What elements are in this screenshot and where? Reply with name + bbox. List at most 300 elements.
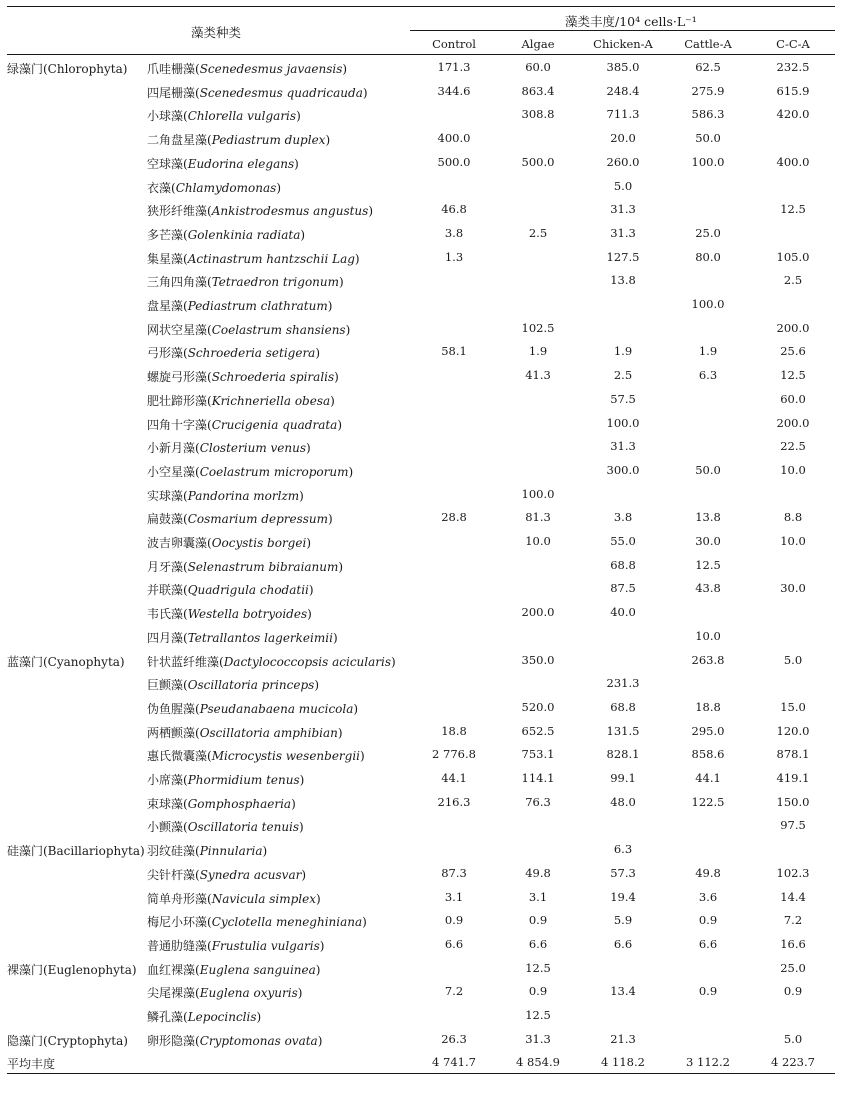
value-cell: 16.6 — [780, 936, 806, 951]
species-latin-name: Oscillatoria princeps — [187, 678, 315, 693]
value-cell: 232.5 — [776, 60, 810, 74]
value-cell: 828.1 — [606, 747, 640, 762]
table-row — [7, 269, 835, 293]
species-latin-name: Ankistrodesmus angustus — [211, 204, 369, 219]
value-cell: 68.8 — [610, 699, 636, 714]
species-latin-name: Actinastrum hantzschii Lag — [187, 251, 355, 266]
species-close-paren: ) — [337, 725, 343, 740]
value-cell: 500.0 — [521, 154, 555, 169]
value-cell: 13.4 — [610, 984, 636, 999]
species-chinese-name: 并联藻( — [147, 583, 188, 598]
value-cell: 15.0 — [780, 699, 806, 714]
species-cell — [147, 202, 373, 219]
species-close-paren: ) — [297, 986, 303, 1001]
table-row — [7, 412, 835, 436]
species-cell — [147, 629, 338, 646]
value-cell: 127.5 — [606, 249, 640, 264]
value-cell: 87.5 — [610, 581, 636, 596]
table-row — [7, 980, 835, 1004]
species-close-paren: ) — [338, 559, 344, 574]
value-cell: 615.9 — [776, 83, 810, 98]
phylum-cell: 平均丰度 — [7, 1057, 56, 1072]
table-row — [7, 672, 835, 696]
value-cell: 60.0 — [525, 60, 551, 74]
phylum-cell: 硅藻门(Bacillariophyta) — [7, 844, 145, 859]
species-chinese-name: 束球藻( — [147, 796, 188, 811]
species-latin-name: Closterium venus — [199, 441, 307, 456]
value-cell: 248.4 — [606, 83, 640, 98]
species-chinese-name: 鳞孔藻( — [147, 1010, 188, 1024]
bottom-rule — [7, 1073, 835, 1074]
value-cell: 3.1 — [444, 889, 464, 904]
species-chinese-name: 狭形纤维藻( — [147, 204, 212, 219]
species-close-paren: ) — [299, 773, 305, 787]
value-cell: 2.5 — [613, 368, 633, 383]
value-cell: 3 112.2 — [686, 1055, 730, 1070]
species-latin-name: Euglena oxyuris — [199, 986, 298, 1001]
abundance-header: 藻类丰度/10⁴ cells·L⁻¹ — [565, 14, 697, 29]
table-row — [7, 459, 835, 483]
species-close-paren: ) — [337, 417, 343, 432]
species-close-paren: ) — [256, 1010, 262, 1024]
value-cell: 30.0 — [695, 534, 721, 548]
value-cell: 57.5 — [610, 391, 636, 406]
species-cell — [147, 700, 358, 717]
species-close-paren: ) — [342, 62, 348, 76]
species-close-paren: ) — [368, 204, 374, 219]
value-cell: 105.0 — [776, 249, 810, 264]
species-chinese-name: 伪鱼腥藻( — [147, 701, 200, 716]
table-row — [7, 1028, 835, 1052]
table-row — [7, 886, 835, 910]
value-cell: 100.0 — [606, 415, 640, 430]
species-close-paren: ) — [300, 227, 306, 242]
value-cell: 6.3 — [698, 368, 718, 383]
species-cell — [147, 84, 368, 101]
species-close-paren: ) — [306, 536, 311, 550]
species-latin-name: Scenedesmus quadricauda — [199, 85, 363, 100]
table-row — [7, 791, 835, 815]
species-chinese-name: 尖尾裸藻( — [147, 986, 200, 1001]
value-cell: 44.1 — [695, 771, 721, 785]
species-chinese-name: 月牙藻( — [147, 559, 188, 574]
col-algae: Algae — [521, 37, 555, 51]
species-cell — [147, 510, 333, 527]
table-row — [7, 56, 835, 80]
species-chinese-name: 二角盘星藻( — [147, 133, 212, 148]
value-cell: 44.1 — [441, 771, 467, 785]
species-cell — [147, 155, 299, 172]
phylum-cell: 裸藻门(Euglenophyta) — [7, 962, 137, 977]
table-row — [7, 909, 835, 933]
species-latin-name: Tetraedron trigonum — [211, 275, 339, 290]
value-cell: 295.0 — [691, 723, 725, 738]
value-cell: 41.3 — [525, 368, 551, 383]
value-cell: 5.9 — [613, 913, 633, 928]
value-cell: 10.0 — [780, 534, 806, 548]
value-cell: 275.9 — [691, 83, 725, 98]
species-latin-name: Gomphosphaeria — [187, 796, 292, 811]
value-cell: 49.8 — [695, 865, 721, 880]
value-cell: 420.0 — [776, 107, 810, 122]
species-chinese-name: 波吉卵囊藻( — [147, 536, 212, 550]
species-cell — [147, 818, 304, 835]
value-cell: 0.9 — [698, 913, 718, 928]
species-latin-name: Lepocinclis — [187, 1010, 257, 1024]
species-latin-name: Schroederia spiralis — [211, 370, 335, 385]
table-row — [7, 933, 835, 957]
species-cell — [147, 653, 396, 670]
species-column-header: 藻类种类 — [191, 25, 242, 40]
species-cell — [147, 439, 311, 456]
species-latin-name: Cyclotella meneghiniana — [211, 915, 363, 930]
species-chinese-name: 普通肋缝藻( — [147, 938, 212, 953]
value-cell: 753.1 — [521, 747, 555, 762]
value-cell: 50.0 — [695, 131, 721, 146]
species-chinese-name: 小新月藻( — [147, 441, 200, 456]
species-latin-name: Frustulia vulgaris — [211, 938, 320, 953]
species-close-paren: ) — [296, 109, 301, 124]
species-cell — [147, 890, 321, 907]
value-cell: 60.0 — [780, 391, 806, 406]
col-chicken-a: Chicken-A — [593, 37, 653, 51]
species-chinese-name: 梅尼小环藻( — [147, 915, 212, 930]
species-chinese-name: 多芒藻( — [147, 227, 188, 242]
species-cell — [147, 534, 311, 551]
col-c-c-a: C-C-A — [776, 37, 810, 51]
value-cell: 0.9 — [528, 913, 548, 928]
species-cell — [147, 676, 319, 693]
table-row — [7, 175, 835, 199]
col-cattle-a: Cattle-A — [684, 37, 732, 51]
table-row — [7, 340, 835, 364]
value-cell: 97.5 — [780, 818, 806, 833]
species-close-paren: ) — [317, 1033, 323, 1048]
value-cell: 19.4 — [610, 889, 636, 904]
table-row — [7, 364, 835, 388]
species-chinese-name: 小空星藻( — [147, 464, 200, 479]
value-cell: 878.1 — [776, 747, 810, 762]
species-latin-name: Navicula simplex — [211, 891, 316, 906]
value-cell: 4 118.2 — [601, 1055, 645, 1070]
species-chinese-name: 卵形隐藻( — [147, 1033, 200, 1048]
table-row — [7, 103, 835, 127]
species-chinese-name: 衣藻( — [147, 180, 176, 195]
species-chinese-name: 三角四角藻( — [147, 275, 212, 290]
value-cell: 2.5 — [528, 225, 548, 240]
table-row — [7, 625, 835, 649]
species-close-paren: ) — [345, 322, 351, 337]
species-cell — [147, 842, 267, 859]
value-cell: 50.0 — [695, 462, 721, 477]
species-latin-name: Oocystis borgei — [211, 536, 307, 550]
value-cell: 100.0 — [691, 297, 725, 311]
species-latin-name: Pinnularia — [199, 844, 263, 859]
species-cell — [147, 795, 296, 812]
value-cell: 0.9 — [783, 984, 803, 999]
value-cell: 122.5 — [691, 794, 725, 809]
value-cell: 31.3 — [610, 202, 636, 217]
value-cell: 26.3 — [441, 1031, 467, 1046]
species-chinese-name: 羽纹硅藻( — [147, 844, 200, 859]
value-cell: 171.3 — [437, 60, 471, 74]
value-cell: 1.3 — [444, 249, 464, 264]
species-chinese-name: 实球藻( — [147, 488, 188, 503]
value-cell: 200.0 — [776, 415, 810, 430]
value-cell: 6.6 — [698, 936, 718, 951]
value-cell: 652.5 — [521, 723, 555, 738]
species-close-paren: ) — [314, 678, 319, 693]
species-close-paren: ) — [360, 749, 365, 764]
species-cell — [147, 250, 360, 267]
value-cell: 12.5 — [525, 960, 551, 975]
value-cell: 6.6 — [444, 936, 464, 951]
species-cell — [147, 107, 301, 124]
value-cell: 102.3 — [776, 865, 810, 880]
value-cell: 131.5 — [606, 723, 640, 738]
species-latin-name: Coelastrum microporum — [199, 464, 349, 479]
value-cell: 3.8 — [444, 225, 464, 240]
phylum-cell: 蓝藻门(Cyanophyta) — [7, 654, 125, 669]
value-cell: 22.5 — [780, 439, 806, 454]
value-cell: 12.5 — [780, 368, 806, 383]
value-cell: 46.8 — [441, 202, 467, 217]
value-cell: 100.0 — [691, 154, 725, 169]
species-chinese-name: 集星藻( — [147, 251, 188, 266]
table-row — [7, 1004, 835, 1028]
value-cell: 586.3 — [691, 107, 725, 122]
table-row — [7, 388, 835, 412]
species-latin-name: Crucigenia quadrata — [211, 417, 338, 432]
species-chinese-name: 四角十字藻( — [147, 417, 212, 432]
table-row — [7, 838, 835, 862]
species-close-paren: ) — [291, 796, 296, 811]
table-row — [7, 649, 835, 673]
species-chinese-name: 两栖颤藻( — [147, 725, 200, 740]
value-cell: 308.8 — [521, 107, 555, 122]
table-row — [7, 127, 835, 151]
species-close-paren: ) — [332, 630, 338, 645]
value-cell: 4 741.7 — [432, 1055, 476, 1070]
table-row — [7, 293, 835, 317]
species-cell — [147, 226, 305, 243]
phylum-cell: 隐藻门(Cryptophyta) — [7, 1033, 128, 1048]
value-cell: 76.3 — [525, 794, 551, 809]
table-row — [7, 222, 835, 246]
species-latin-name: Golenkinia radiata — [187, 227, 301, 242]
species-chinese-name: 韦氏藻( — [147, 607, 188, 622]
value-cell: 100.0 — [521, 486, 555, 501]
species-latin-name: Quadrigula chodatii — [187, 583, 309, 598]
value-cell: 7.2 — [783, 913, 803, 928]
species-close-paren: ) — [391, 654, 396, 669]
species-close-paren: ) — [328, 512, 333, 527]
value-cell: 1.9 — [528, 344, 548, 359]
value-cell: 1.9 — [613, 344, 633, 359]
value-cell: 10.0 — [780, 462, 806, 477]
table-row — [7, 767, 835, 791]
species-chinese-name: 针状蓝纤维藻( — [147, 654, 224, 669]
species-close-paren: ) — [339, 275, 344, 290]
species-chinese-name: 血红裸藻( — [147, 962, 200, 977]
value-cell: 3.1 — [528, 889, 548, 904]
value-cell: 2.5 — [783, 273, 803, 288]
header-rule — [7, 54, 835, 55]
value-cell: 25.0 — [780, 960, 806, 975]
species-cell — [147, 368, 339, 385]
value-cell: 87.3 — [441, 865, 467, 880]
species-latin-name: Chlamydomonas — [175, 180, 277, 195]
table-row — [7, 554, 835, 578]
value-cell: 120.0 — [776, 723, 810, 738]
species-close-paren: ) — [306, 441, 311, 456]
species-latin-name: Pandorina morlzm — [187, 488, 300, 503]
value-cell: 5.0 — [783, 652, 803, 667]
species-cell — [147, 60, 347, 77]
species-close-paren: ) — [325, 133, 331, 148]
value-cell: 55.0 — [610, 534, 636, 548]
value-cell: 12.5 — [525, 1008, 551, 1022]
species-latin-name: Chlorella vulgaris — [187, 109, 297, 124]
value-cell: 14.4 — [780, 889, 806, 904]
value-cell: 10.0 — [695, 628, 721, 643]
value-cell: 40.0 — [610, 605, 636, 620]
species-latin-name: Cosmarium depressum — [187, 512, 329, 527]
species-cell — [147, 1008, 261, 1025]
value-cell: 350.0 — [521, 652, 555, 667]
top-rule — [7, 6, 835, 7]
table-row — [7, 80, 835, 104]
table-row — [7, 814, 835, 838]
value-cell: 25.0 — [695, 225, 721, 240]
value-cell: 20.0 — [610, 131, 636, 146]
species-cell — [147, 487, 304, 504]
table-row — [7, 601, 835, 625]
value-cell: 216.3 — [437, 794, 471, 809]
table-row — [7, 743, 835, 767]
value-cell: 68.8 — [610, 557, 636, 572]
species-cell — [147, 961, 320, 978]
species-latin-name: Oscillatoria tenuis — [187, 820, 300, 835]
value-cell: 863.4 — [521, 83, 555, 98]
value-cell: 81.3 — [525, 510, 551, 525]
value-cell: 200.0 — [776, 320, 810, 335]
species-latin-name: Microcystis wesenbergii — [211, 749, 361, 764]
value-cell: 28.8 — [441, 510, 467, 525]
value-cell: 711.3 — [606, 107, 640, 122]
table-row — [7, 530, 835, 554]
value-cell: 4 854.9 — [516, 1055, 560, 1070]
table-row — [7, 720, 835, 744]
value-cell: 31.3 — [525, 1031, 551, 1046]
value-cell: 520.0 — [521, 699, 555, 714]
table-row — [7, 577, 835, 601]
value-cell: 18.8 — [695, 699, 721, 714]
species-cell — [147, 747, 365, 764]
value-cell: 1.9 — [698, 344, 718, 359]
species-cell — [147, 344, 320, 361]
value-cell: 2 776.8 — [432, 747, 476, 762]
value-cell: 231.3 — [606, 676, 640, 691]
species-chinese-name: 弓形藻( — [147, 346, 188, 361]
value-cell: 30.0 — [780, 581, 806, 596]
value-cell: 419.1 — [776, 771, 810, 785]
value-cell: 80.0 — [695, 249, 721, 264]
sub-header-rule — [410, 30, 835, 31]
value-cell: 3.8 — [613, 510, 633, 525]
value-cell: 57.3 — [610, 865, 636, 880]
species-cell — [147, 463, 353, 480]
value-cell: 49.8 — [525, 865, 551, 880]
value-cell: 58.1 — [441, 344, 467, 359]
value-cell: 0.9 — [444, 913, 464, 928]
value-cell: 48.0 — [610, 794, 636, 809]
species-chinese-name: 巨颤藻( — [147, 678, 188, 693]
species-close-paren: ) — [315, 891, 321, 906]
value-cell: 12.5 — [780, 202, 806, 217]
species-cell — [147, 937, 324, 954]
value-cell: 500.0 — [437, 154, 471, 169]
value-cell: 25.6 — [780, 344, 806, 359]
species-cell — [147, 771, 304, 788]
value-cell: 0.9 — [698, 984, 718, 999]
species-cell — [147, 866, 306, 883]
species-close-paren: ) — [262, 844, 268, 859]
value-cell: 21.3 — [610, 1031, 636, 1046]
value-cell: 10.0 — [525, 534, 551, 548]
species-cell — [147, 297, 332, 314]
species-close-paren: ) — [327, 299, 333, 313]
species-chinese-name: 简单舟形藻( — [147, 891, 212, 906]
value-cell: 400.0 — [776, 154, 810, 169]
value-cell: 18.8 — [441, 723, 467, 738]
value-cell: 13.8 — [610, 273, 636, 288]
species-latin-name: Westella botryoides — [187, 607, 308, 622]
value-cell: 385.0 — [606, 60, 640, 74]
species-cell — [147, 581, 314, 598]
table-row — [7, 696, 835, 720]
value-cell: 5.0 — [613, 178, 633, 193]
value-cell: 43.8 — [695, 581, 721, 596]
value-cell: 4 223.7 — [771, 1055, 815, 1070]
species-close-paren: ) — [319, 938, 325, 953]
species-latin-name: Pseudanabaena mucicola — [199, 701, 354, 716]
species-close-paren: ) — [299, 488, 304, 503]
species-close-paren: ) — [276, 180, 281, 195]
value-cell: 200.0 — [521, 605, 555, 620]
value-cell: 7.2 — [444, 984, 464, 999]
value-cell: 102.5 — [521, 320, 555, 335]
species-cell — [147, 984, 302, 1001]
species-latin-name: Cryptomonas ovata — [199, 1033, 318, 1048]
table-row — [7, 506, 835, 530]
species-chinese-name: 网状空星藻( — [147, 322, 212, 337]
species-chinese-name: 扁鼓藻( — [147, 512, 188, 527]
value-cell: 114.1 — [521, 771, 555, 785]
species-chinese-name: 尖针杆藻( — [147, 867, 200, 882]
species-close-paren: ) — [307, 607, 312, 622]
species-latin-name: Schroederia setigera — [187, 346, 316, 361]
value-cell: 31.3 — [610, 225, 636, 240]
species-cell — [147, 913, 367, 930]
table-row — [7, 151, 835, 175]
species-chinese-name: 小席藻( — [147, 773, 188, 787]
value-cell: 12.5 — [695, 557, 721, 572]
table-row — [7, 198, 835, 222]
species-cell — [147, 416, 342, 433]
table-row — [7, 1051, 835, 1075]
species-close-paren: ) — [308, 583, 314, 598]
